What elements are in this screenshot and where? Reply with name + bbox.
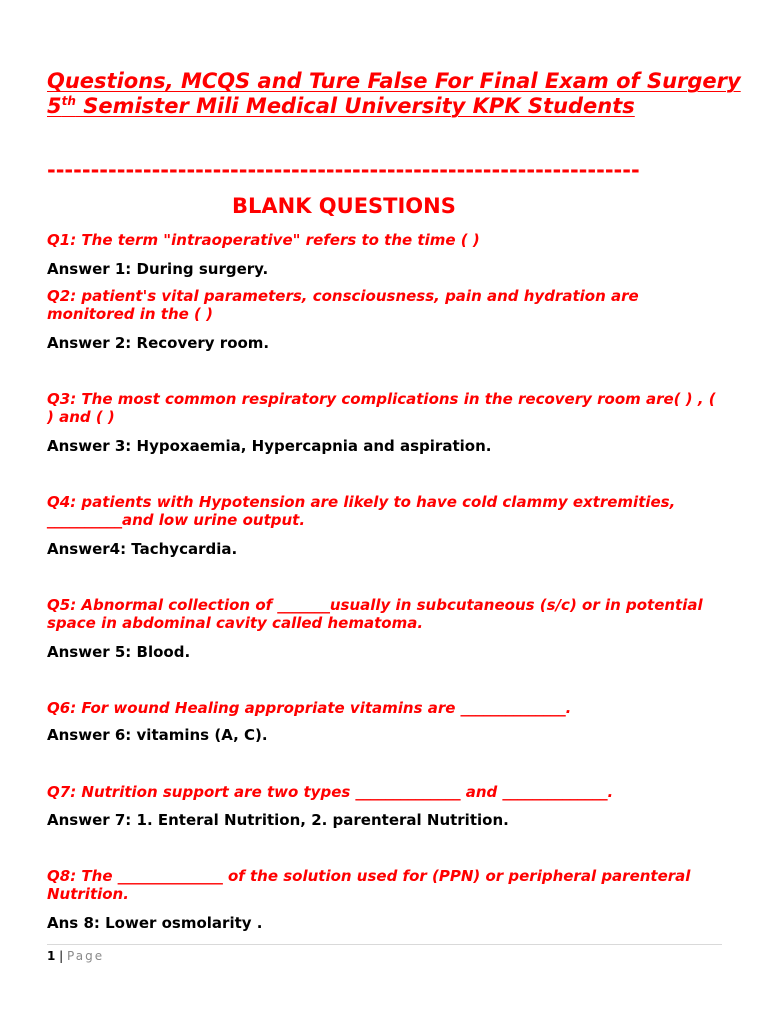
dashed-divider: -------------------------------------------------------------------- <box>47 158 640 182</box>
document-title <box>47 69 747 119</box>
section-heading: BLANK QUESTIONS <box>232 194 456 218</box>
footer-rule <box>47 944 722 945</box>
answer-7: Answer 7: 1. Enteral Nutrition, 2. parenteral Nutrition. <box>47 811 509 829</box>
question-2: Q2: patient's vital parameters, consciousness, pain and hydration are monitored in the ( ) <box>47 287 639 323</box>
answer-5: Answer 5: Blood. <box>47 643 191 661</box>
answer-4: Answer4: Tachycardia. <box>47 540 238 558</box>
footer-separator: | <box>55 949 68 963</box>
answer-1: Answer 1: During surgery. <box>47 260 269 278</box>
page-label: Page <box>67 949 105 963</box>
answer-3: Answer 3: Hypoxaemia, Hypercapnia and aspiration. <box>47 437 492 455</box>
answer-6: Answer 6: vitamins (A, C). <box>47 726 268 744</box>
answer-8: Ans 8: Lower osmolarity . <box>47 914 263 932</box>
title-text-part1: Questions, MCQS and Ture False For Final Exam of Surgery 5 <box>47 69 741 118</box>
question-7: Q7: Nutrition support are two types ______________ and ______________. <box>47 783 614 801</box>
question-5: Q5: Abnormal collection of _______usually in subcutaneous (s/c) or in potential space in abdominal cavity called hematoma. <box>47 596 703 632</box>
title-superscript: th <box>61 94 76 108</box>
page-footer <box>47 948 104 964</box>
question-8: Q8: The ______________ of the solution used for (PPN) or peripheral parenteral Nutrition. <box>47 867 691 903</box>
page-number: 1 <box>47 949 56 963</box>
title-text-part2: Semister Mili Medical University KPK Students <box>75 94 635 118</box>
question-1: Q1: The term "intraoperative" refers to the time ( ) <box>47 231 480 249</box>
question-4: Q4: patients with Hypotension are likely to have cold clammy extremities, __________and low urine output. <box>47 493 676 529</box>
question-3: Q3: The most common respiratory complications in the recovery room are( ) , ( ) and ( ) <box>47 390 716 426</box>
question-6: Q6: For wound Healing appropriate vitamins are ______________. <box>47 699 572 717</box>
answer-2: Answer 2: Recovery room. <box>47 334 270 352</box>
